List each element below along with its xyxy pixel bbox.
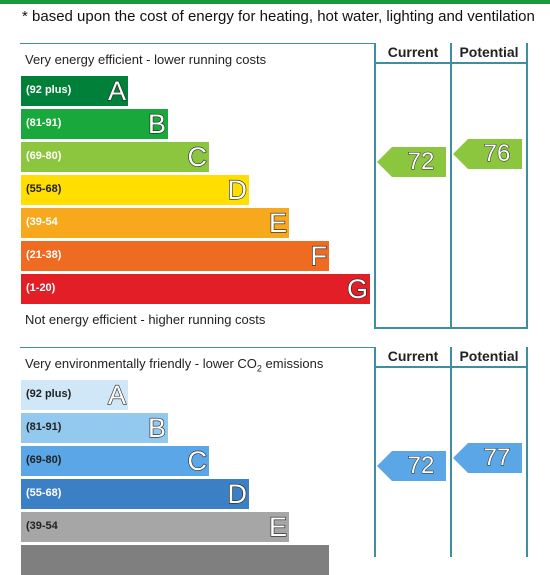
frame-top-left [20, 43, 375, 44]
frame-divider-middle [450, 43, 452, 328]
rating-band-e [21, 512, 289, 542]
rating-band-range: (81-91) [26, 421, 62, 433]
rating-band-range: (55-68) [26, 183, 62, 195]
current-rating-arrow [377, 451, 447, 481]
current-rating-arrow [377, 147, 447, 177]
bottom-caption: Not energy efficient - higher running costs [25, 312, 266, 327]
rating-band-letter: F [310, 241, 327, 271]
frame-divider-right [526, 347, 528, 557]
rating-band-letter: B [147, 413, 166, 443]
rating-band-range: (21-38) [26, 249, 62, 261]
rating-band-b [21, 109, 168, 139]
rating-band-c [21, 142, 209, 172]
rating-band-letter: C [187, 142, 207, 172]
top-caption-text: Very environmentally friendly - lower CO [25, 356, 257, 371]
potential-rating-arrow-value: 77 [483, 444, 511, 471]
current-column-header: Current [387, 348, 439, 364]
rating-band-letter: A [107, 76, 126, 106]
potential-rating-arrow [453, 443, 523, 473]
rating-band-range: (1-20) [26, 282, 56, 294]
frame-divider-left [374, 347, 376, 557]
rating-band-letter: A [107, 380, 126, 410]
rating-band-c [21, 446, 209, 476]
frame-top-left [20, 347, 375, 348]
top-caption-suffix: emissions [261, 356, 324, 371]
frame-divider-left [374, 43, 376, 328]
rating-band-d [21, 479, 249, 509]
rating-band-letter: D [227, 175, 247, 205]
top-caption-subscript: 2 [256, 363, 262, 374]
rating-band-letter: E [268, 208, 287, 238]
potential-rating-arrow [453, 139, 523, 169]
top-caption: Very energy efficient - lower running costs [25, 52, 267, 67]
rating-band-e [21, 208, 289, 238]
rating-band-range: (69-80) [26, 150, 62, 162]
current-rating-arrow-value: 72 [407, 452, 435, 479]
rating-band-range: (55-68) [26, 487, 62, 499]
rating-band-letter: C [187, 446, 207, 476]
rating-band-d [21, 175, 249, 205]
potential-rating-arrow-value: 76 [483, 140, 511, 167]
top-caption [25, 356, 323, 374]
rating-band-range: (39-54 [26, 520, 58, 532]
rating-band-b [21, 413, 168, 443]
top-rule [0, 0, 550, 4]
rating-band-letter: E [268, 512, 287, 542]
rating-band-letter: D [227, 479, 247, 509]
header-underline [374, 366, 528, 368]
rating-band-a [21, 76, 128, 106]
rating-band-letter: G [346, 274, 368, 304]
rating-band-range: (81-91) [26, 117, 62, 129]
rating-band-a [21, 380, 128, 410]
rating-band-letter: B [147, 109, 166, 139]
rating-band-range: (69-80) [26, 454, 62, 466]
potential-column-header: Potential [459, 348, 519, 364]
rating-band-range: (39-54 [26, 216, 58, 228]
frame-divider-middle [450, 347, 452, 557]
frame-bottom [374, 327, 528, 329]
frame-divider-right [526, 43, 528, 328]
header-underline [374, 62, 528, 64]
current-rating-arrow-value: 72 [407, 148, 435, 175]
potential-column-header: Potential [459, 44, 519, 60]
rating-band-g [21, 274, 370, 304]
rating-band-f [21, 241, 329, 271]
footnote: * based upon the cost of energy for heating, hot water, lighting and ventilation [22, 8, 535, 25]
current-column-header: Current [387, 44, 439, 60]
rating-band-range: (92 plus) [26, 388, 72, 400]
rating-band-range: (92 plus) [26, 84, 72, 96]
